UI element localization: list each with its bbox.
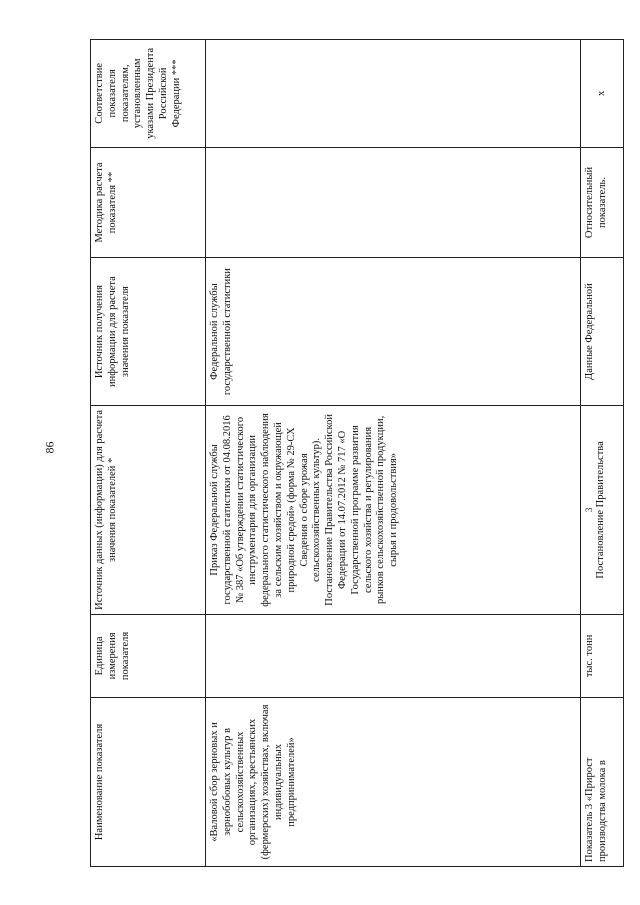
header-compliance: Соответствие показателя показателям, установленным указами Президента Российской Федерации *** [91, 40, 206, 148]
row1-name: «Валовой сбор зерновых и зернобобовых культур в сельскохозяйственных организациях, крестьянских (фермерских) хозяйствах, включая индивидуальных предпринимателей» [206, 697, 581, 866]
row2-source [581, 405, 624, 614]
row2-method: Относительный показатель. [581, 147, 624, 258]
row1-provider: Федеральной службы государственной статистики [206, 258, 581, 406]
header-provider: Источник получения информации для расчета значения показателя [91, 258, 206, 406]
header-method: Методика расчета показателя ** [91, 147, 206, 258]
page-number: 86 [42, 441, 57, 454]
table-header-row [91, 40, 206, 867]
row2-unit: тыс. тонн [581, 614, 624, 697]
table-row [206, 40, 581, 867]
row1-source: Приказ Федеральной службы государственной статистики от 04.08.2016 № 387 «Об утверждении статистического инструментария для организации федерального статистического наблюдения за сельским хозяйством и окружающей природной средой» (форма № 29-СХ Сведения о сборе урожая сельскохозяйственных культур). Постановление Правительства Российской Федерации от 14.07.2012 № 717 «О Государственной программе развития сельского хозяйства и регулирования рынков сельскохозяйственной продукции, сырья и продовольствия» [206, 405, 581, 614]
rotated-table-sheet [90, 39, 628, 867]
table-row [581, 40, 624, 867]
header-name: Наименование показателя [91, 697, 206, 866]
header-source: Источник данных (информации) для расчета значения показателей * [91, 405, 206, 614]
row2-source-text: Постановление Правительства [594, 441, 606, 579]
row2-name: Показатель 3 «Прирост производства молока в [581, 697, 624, 866]
header-unit: Единица измерения показателя [91, 614, 206, 697]
column-number: 3 [584, 507, 594, 513]
row2-compliance: х [581, 40, 624, 148]
indicator-table [90, 39, 624, 867]
row1-compliance [206, 40, 581, 148]
row2-provider: Данные Федеральной [581, 258, 624, 406]
row1-unit [206, 614, 581, 697]
row1-method [206, 147, 581, 258]
